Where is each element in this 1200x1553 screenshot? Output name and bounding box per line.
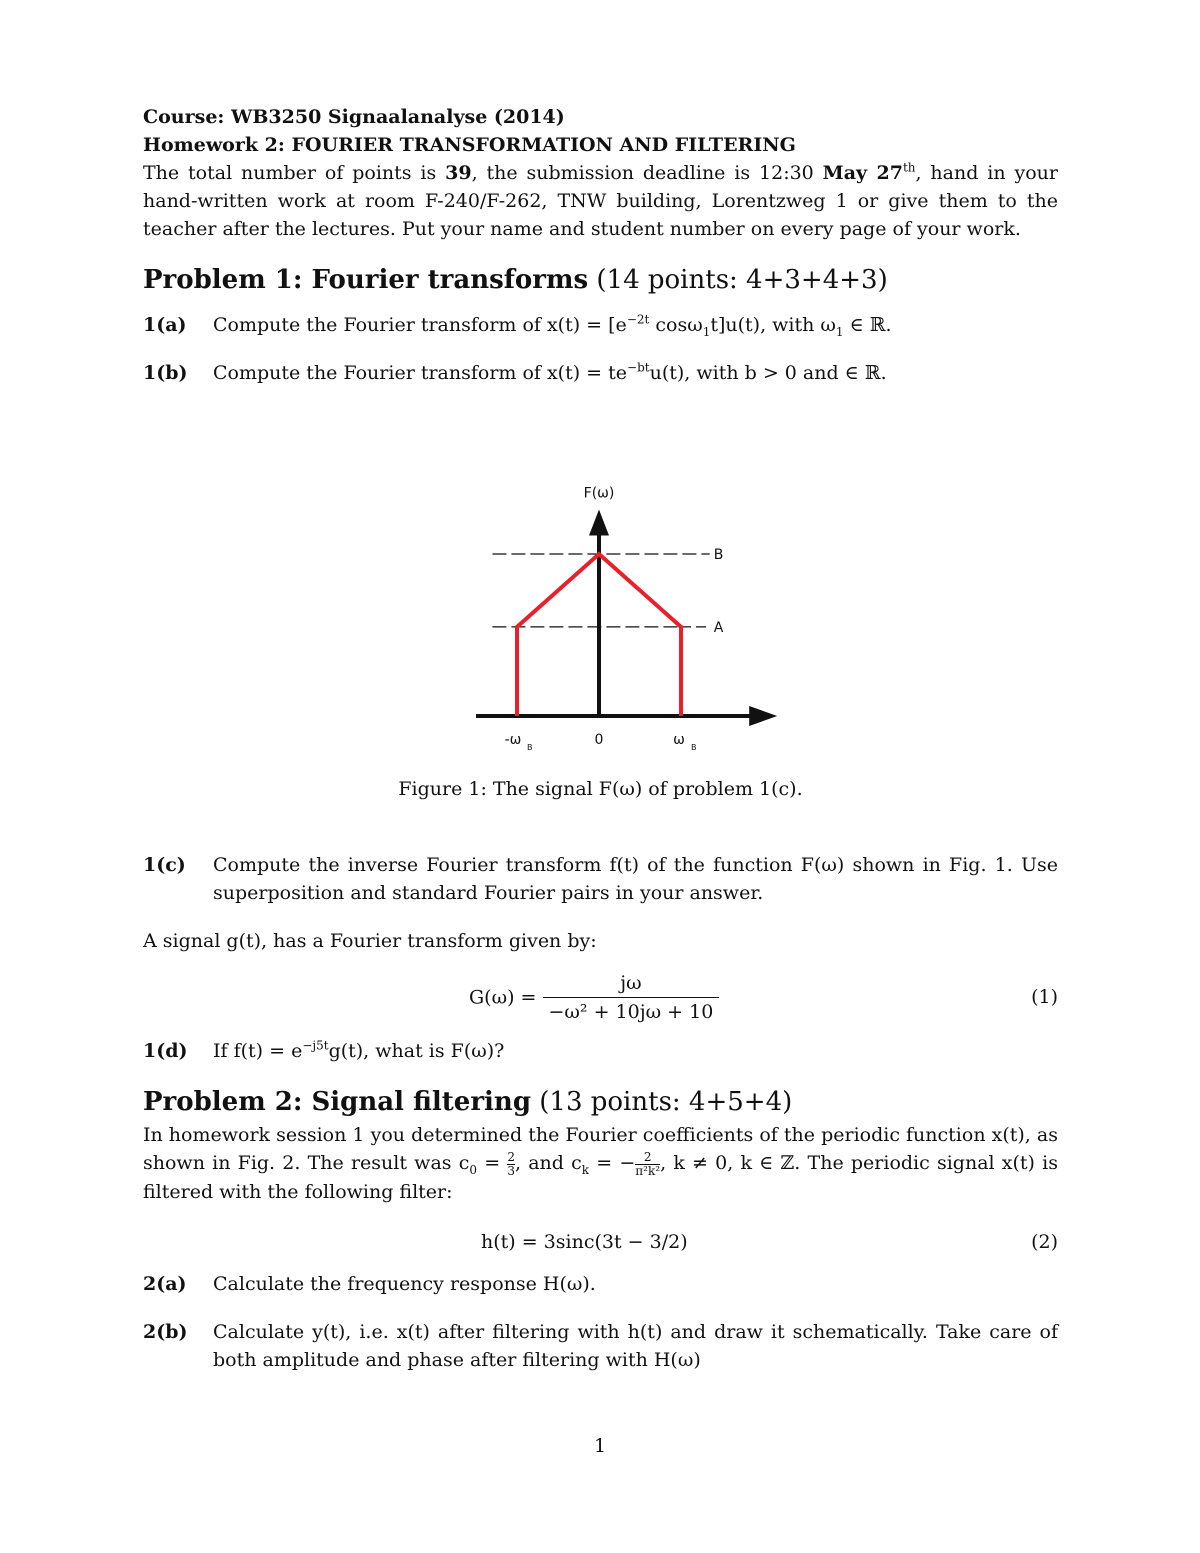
reference-label-b: B (713, 547, 724, 563)
problem-1c-label: 1(c) (143, 854, 186, 876)
x-axis-arrow-icon (749, 706, 777, 726)
equation-1-numerator: jω (620, 972, 642, 994)
x-tick-label-pos: ω (673, 732, 685, 748)
problem-1b-text: Compute the Fourier transform of $x(t) = te^{-bt}u(t)$, with b > 0 and ∈ ℝ. (213, 360, 887, 384)
problem-1d (143, 1037, 1058, 1065)
x-tick-label-neg: -ω (504, 732, 522, 748)
equation-1-fraction (543, 969, 720, 1026)
problem-1b (143, 359, 1058, 387)
signal-intro: A signal g(t), has a Fourier transform given by: (143, 930, 597, 952)
figure-1-chart (143, 463, 1058, 793)
equation-2 (143, 1214, 1058, 1270)
equation-2-number: (2) (1031, 1230, 1058, 1253)
problem-1c-text: Compute the inverse Fourier transform f(t) of the function F(ω) shown in Fig. 1. Use superposition and standard Fourier pairs in your answer. (213, 854, 1058, 904)
problem-1-title: Problem 1: Fourier transforms (14 points: 4+3+4+3) (143, 265, 888, 295)
problem-1c (143, 851, 1058, 907)
problem-1a-text: Compute the Fourier transform of $x(t) = [e^{-2t}$ cosω$_1$t]u(t), with $\omega_1$ ∈ ℝ. (213, 312, 892, 339)
equation-1-denominator: −ω² + 10jω + 10 (543, 997, 720, 1026)
problem-2b (143, 1318, 1058, 1374)
problem-1d-label: 1(d) (143, 1040, 188, 1062)
problem-2-title: Problem 2: Signal filtering (13 points: 4+5+4) (143, 1087, 793, 1117)
y-axis-label: F(ω) (583, 485, 615, 502)
figure-1-caption: Figure 1: The signal F(ω) of problem 1(c). (398, 778, 803, 800)
reference-label-a: A (713, 619, 724, 636)
intro-paragraph: The total number of points is 39, the submission deadline is 12:30 May 27th, hand in your hand-written work at room F-240/F-262, TNW building, Lorentzweg 1 or give them to the teacher after the lectures. Put your name and student number on every page of your work. (143, 160, 1058, 240)
problem-2b-label: 2(b) (143, 1320, 188, 1343)
problem-2-intro: In homework session 1 you determined the Fourier coefficients of the periodic function x(t), as shown in Fig. 2. The result was $c_0$ = $\frac{2}{3}$ , and $c_k$ = − $\frac{2}{\text{π²k²}}$ , k ≠ 0, k ∈ ℤ. The periodic signal x(t) is filtered with the following filter: (143, 1124, 1058, 1203)
equation-1 (143, 969, 1058, 1029)
problem-1d-text: If $f(t) = e^{-j5t}g(t)$, what is F(ω)? (213, 1038, 505, 1062)
x-tick-label-zero: 0 (594, 732, 604, 748)
document-page (143, 103, 1058, 1371)
page-number: 1 (593, 1435, 607, 1457)
course-heading: Course: WB3250 Signaalanalyse (2014) (143, 106, 565, 128)
problem-2a-text: Calculate the frequency response H(ω). (213, 1272, 596, 1295)
y-axis-arrow-icon (589, 510, 609, 536)
problem-1a-label: 1(a) (143, 314, 187, 336)
x-tick-sub-neg: B (527, 743, 533, 752)
problem-1b-label: 1(b) (143, 362, 188, 384)
problem-1a (143, 311, 1058, 339)
homework-heading: Homework 2: FOURIER TRANSFORMATION AND FILTERING (143, 134, 796, 156)
equation-1-number: (1) (1031, 986, 1058, 1008)
equation-1-lhs: G(ω) = (469, 986, 537, 1009)
problem-2b-text: Calculate y(t), i.e. x(t) after filtering with h(t) and draw it schematically. Take care of both amplitude and phase after filtering with H(ω) (213, 1320, 1058, 1371)
x-tick-sub-pos: B (691, 743, 697, 752)
problem-2a-label: 2(a) (143, 1272, 187, 1295)
problem-2a (143, 1270, 1058, 1298)
equation-2-body: h(t) = 3sinc(3t − 3/2) (481, 1230, 688, 1253)
